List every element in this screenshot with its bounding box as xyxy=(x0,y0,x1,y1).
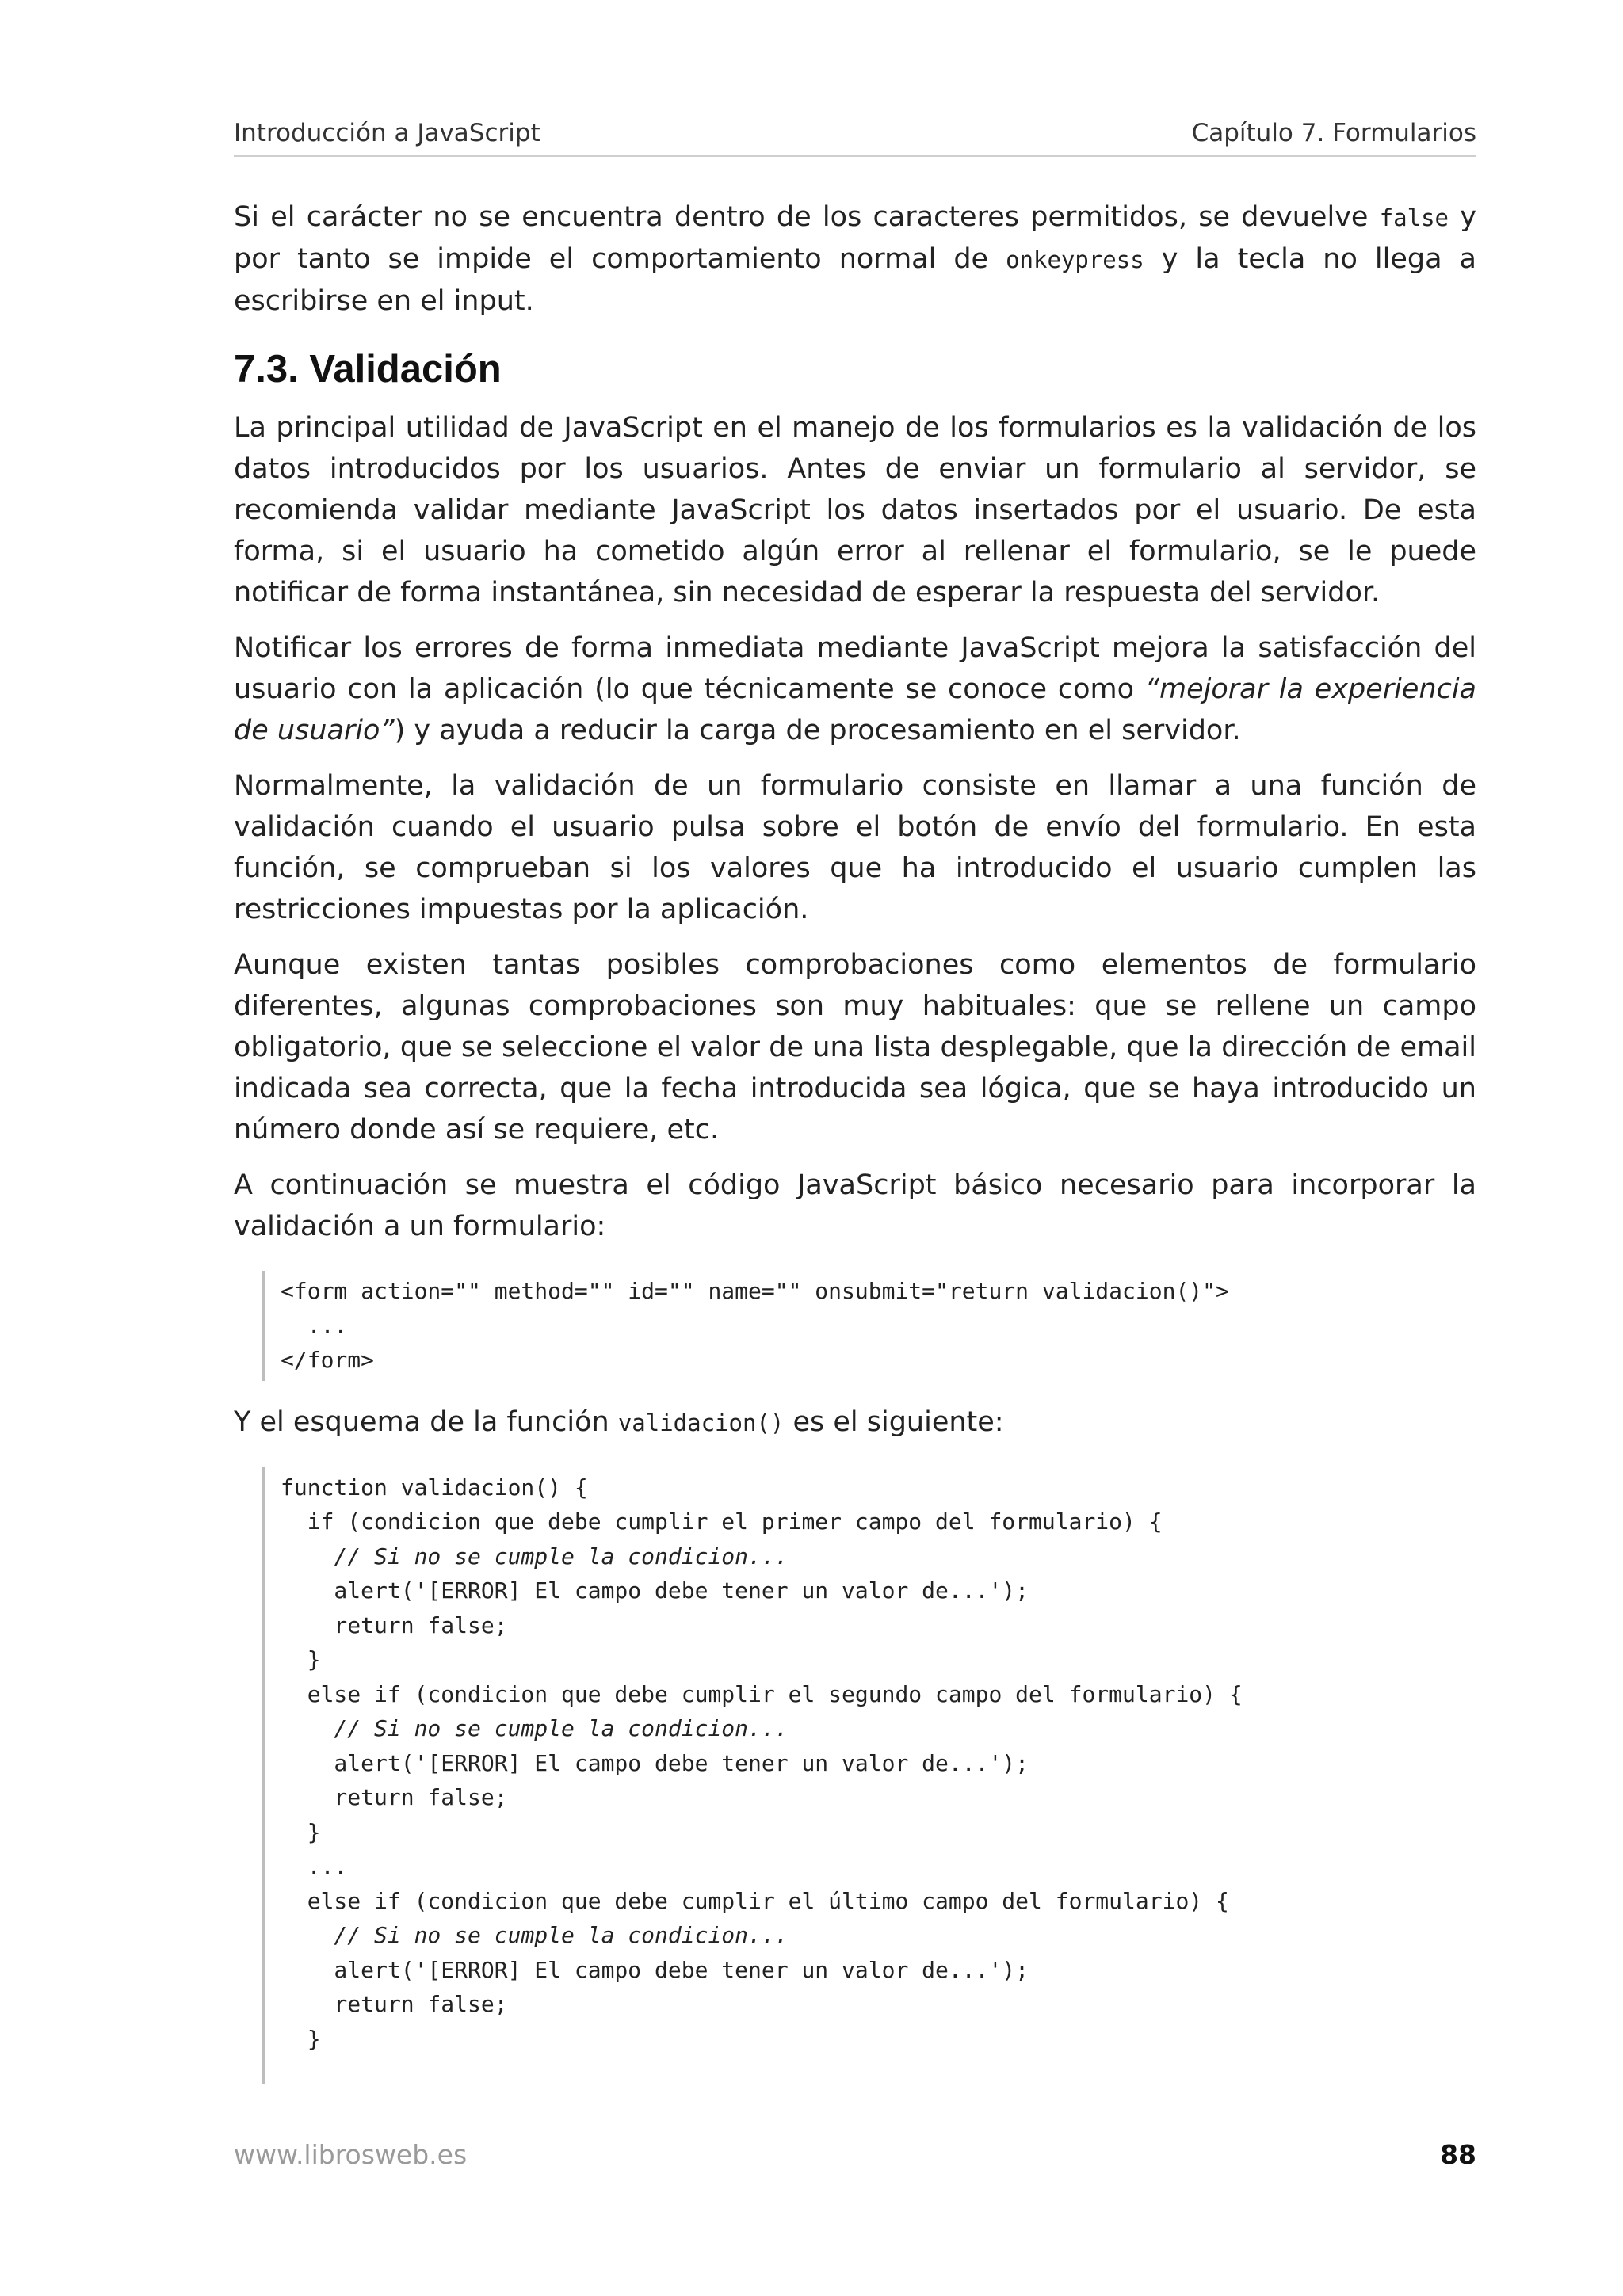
inline-code-onkeypress: onkeypress xyxy=(1006,246,1144,273)
page-number: 88 xyxy=(1440,2139,1476,2170)
code-line: alert('[ERROR] El campo debe tener un valor de...'); xyxy=(281,1577,1029,1604)
code-line: alert('[ERROR] El campo debe tener un valor de...'); xyxy=(281,1749,1029,1776)
paragraph-normal-validation: Normalmente, la validación de un formulario consiste en llamar a una función de validación cuando el usuario pulsa sobre el botón de envío del formulario. En esta función, se comprueban si los valores que ha introducido el usuario cumplen las restricciones impuestas por la aplicación. xyxy=(234,770,1476,925)
code-line: alert('[ERROR] El campo debe tener un valor de...'); xyxy=(281,1956,1029,1983)
schema-text-2: es el siguiente: xyxy=(784,1405,1004,1438)
code-line: return false; xyxy=(281,1991,508,2017)
section-heading: 7.3. Validación xyxy=(234,348,502,391)
schema-text-1: Y el esquema de la función xyxy=(234,1405,618,1438)
code-line: else if (condicion que debe cumplir el último campo del formulario) { xyxy=(281,1887,1229,1914)
paragraph-function-schema xyxy=(234,1402,1476,1444)
paragraph-validation-utility: La principal utilidad de JavaScript en el manejo de los formularios es la validación de los datos introducidos por los usuarios. Antes de enviar un formulario al servidor, se recomienda validar mediante JavaScript los datos insertados por el usuario. De esta forma, si el usuario ha cometido algún error al rellenar el formulario, se le puede notificar de forma instantánea, sin necesidad de esperar la respuesta del servidor. xyxy=(234,412,1476,608)
code-line: return false; xyxy=(281,1611,508,1638)
code-line: <form action="" method="" id="" name="" onsubmit="return validacion()"> xyxy=(281,1278,1229,1304)
code-line: } xyxy=(281,1818,321,1845)
code-comment-line: // Si no se cumple la condicion... xyxy=(281,1543,789,1569)
inline-code-false: false xyxy=(1379,204,1449,231)
page-footer xyxy=(234,2139,1476,2174)
intro-text-3: y la tecla no llega a escribirse en el input. xyxy=(234,243,1476,317)
code-line: ... xyxy=(281,1312,348,1339)
code-line: else if (condicion que debe cumplir el segundo campo del formulario) { xyxy=(281,1680,1243,1707)
intro-text-2: y por tanto se impide el comportamiento normal de xyxy=(234,201,1476,275)
code-line: if (condicion que debe cumplir el primer campo del formulario) { xyxy=(281,1508,1163,1535)
header-chapter-title: Capítulo 7. Formularios xyxy=(1191,119,1476,147)
p2-text-2: ) y ayuda a reducir la carga de procesamiento en el servidor. xyxy=(394,715,1241,746)
footer-site-link[interactable]: www.librosweb.es xyxy=(234,2139,468,2170)
page-content xyxy=(234,196,1476,2084)
code-line: return false; xyxy=(281,1784,508,1810)
code-line: } xyxy=(281,2025,321,2052)
document-page xyxy=(234,0,1476,2296)
inline-code-validacion: validacion() xyxy=(617,1409,785,1436)
intro-text-1: Si el carácter no se encuentra dentro de los caracteres permitidos, se devuelve xyxy=(234,201,1380,233)
code-block-form xyxy=(262,1271,1476,1381)
code-comment-line: // Si no se cumple la condicion... xyxy=(281,1922,789,1948)
code-line: } xyxy=(281,1646,321,1672)
code-line: function validacion() { xyxy=(281,1474,588,1501)
paragraph-code-intro: A continuación se muestra el código JavaScript básico necesario para incorporar la validación a un formulario: xyxy=(234,1169,1476,1242)
header-book-title: Introducción a JavaScript xyxy=(234,119,540,147)
page-header xyxy=(234,119,1476,157)
p2-emphasis: “mejorar la experiencia de usuario” xyxy=(234,673,1476,746)
code-block-function xyxy=(262,1467,1476,2085)
code-line: </form> xyxy=(281,1347,375,1373)
code-line: ... xyxy=(281,1853,348,1879)
code-comment-line: // Si no se cumple la condicion... xyxy=(281,1715,789,1741)
p2-text-1: Notificar los errores de forma inmediata mediante JavaScript mejora la satisfacción del usuario con la aplicación (lo que técnicamente se conoce como xyxy=(234,632,1476,705)
paragraph-notify-errors xyxy=(234,627,1476,751)
intro-paragraph xyxy=(234,196,1476,322)
paragraph-common-checks: Aunque existen tantas posibles comprobaciones como elementos de formulario diferentes, algunas comprobaciones son muy habituales: que se rellene un campo obligatorio, que se seleccione el valor de una lista desplegable, que la dirección de email indicada sea correcta, que la fecha introducida sea lógica, que se haya introducido un número donde así se requiere, etc. xyxy=(234,949,1476,1146)
